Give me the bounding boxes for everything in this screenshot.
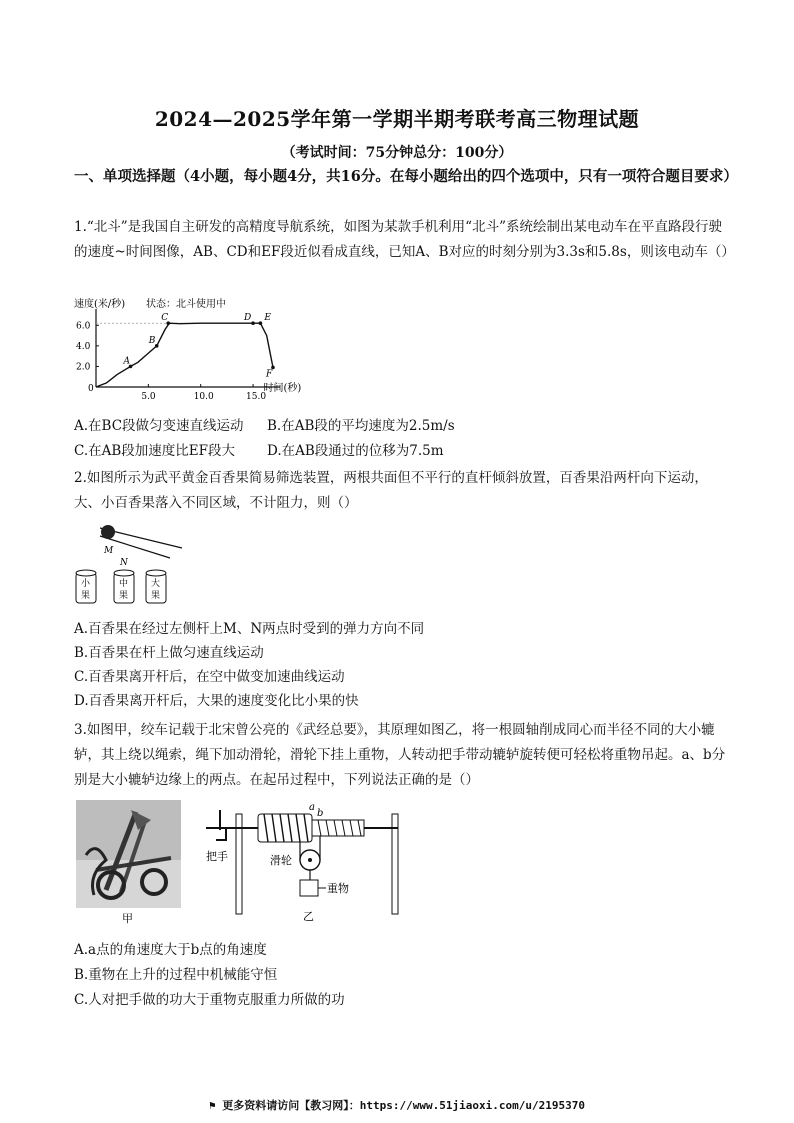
handle-crank	[216, 810, 226, 840]
q1-option-b: B.在AB段的平均速度为2.5m/s	[267, 418, 455, 434]
label-handle: 把手	[206, 850, 228, 863]
weight-block	[300, 880, 318, 896]
q3-stem: 3.如图甲，绞车记载于北宋曾公亮的《武经总要》，其原理如图乙，将一根圆轴削成同心而半径不同的大小辘轳，其上绕以绳索，绳下加动滑轮，滑轮下挂上重物，人转动把手带动辘轳旋转便可轻松将重物吊起。a、b分别是大小辘轳边缘上的两点。在起吊过程中，下列说法正确的是（）	[74, 722, 726, 788]
q1-velocity-chart	[72, 295, 302, 405]
svg-text:果: 果	[151, 591, 161, 601]
label-b: b	[317, 808, 324, 819]
q2-option-c: C.百香果离开杆后，在空中做变加速曲线运动	[74, 669, 345, 685]
chart-x-tick-label: 5.0	[141, 392, 156, 402]
chart-point-label-e: E	[264, 313, 271, 324]
bin-medium	[114, 570, 134, 603]
chart-y-tick-label: 2.0	[76, 362, 91, 373]
chart-x-tick-label: 10.0	[193, 392, 214, 402]
chart-point-b	[155, 344, 159, 348]
label-m: M	[104, 546, 114, 556]
svg-text:大: 大	[151, 579, 161, 589]
chart-ylabel: 速度(米/秒)	[74, 299, 126, 310]
exam-title: 2024—2025学年第一学期半期考联考高三物理试题	[154, 107, 640, 131]
svg-text:中: 中	[119, 579, 129, 589]
chart-origin-label: 0	[88, 384, 94, 394]
chart-x-tick-label: 15.0	[246, 392, 267, 402]
chart-status: 状态：北斗使用中	[146, 299, 226, 310]
chart-series-line	[96, 323, 273, 387]
footer-link[interactable]	[0, 1097, 794, 1113]
label-yi: 乙	[303, 910, 314, 923]
bin-small	[76, 570, 96, 603]
chart-y-tick-label: 6.0	[76, 321, 91, 332]
q2-sorting-device-figure	[72, 518, 197, 608]
q1-option-c: C.在AB段加速度比EF段大	[74, 443, 236, 459]
section-heading: 一、单项选择题（4小题，每小题4分，共16分。在每小题给出的四个选项中，只有一项符合题目要求）	[74, 168, 738, 185]
exam-subtitle: （考试时间：75分钟总分：100分）	[281, 145, 513, 161]
label-weight: 重物	[327, 882, 349, 895]
chart-ticks	[76, 321, 266, 402]
q1-stem: 1.“北斗”是我国自主研发的高精度导航系统，如图为某款手机利用“北斗”系统绘制出某电动车在平直路段行驶的速度~时间图像，AB、CD和EF段近似看成直线，已知A、B对应的时刻分别为3.3s和5.8s，则该电动车（）	[74, 219, 735, 260]
label-n: N	[120, 558, 128, 568]
chart-point-label-a: A	[123, 356, 131, 367]
flag-icon: ⚑	[209, 1099, 223, 1112]
q3-option-b: B.重物在上升的过程中机械能守恒	[74, 967, 278, 983]
chart-y-tick-label: 4.0	[76, 341, 91, 352]
q3-option-c: C.人对把手做的功大于重物克服重力所做的功	[74, 992, 345, 1008]
q1-option-a: A.在BC段做匀变速直线运动	[74, 418, 244, 434]
q3-option-a: A.a点的角速度大于b点的角速度	[74, 942, 267, 958]
chart-point-e	[259, 321, 263, 325]
q2-option-a: A.百香果在经过左侧杆上M、N两点时受到的弹力方向不同	[74, 621, 425, 637]
svg-text:果: 果	[119, 591, 129, 601]
q2-option-b: B.百香果在杆上做匀速直线运动	[74, 645, 264, 661]
q1-option-d: D.在AB段通过的位移为7.5m	[267, 443, 444, 459]
label-pulley: 滑轮	[270, 854, 292, 867]
q3-figure-jia-winch-photo	[76, 800, 181, 925]
label-a: a	[309, 802, 315, 813]
chart-xlabel: 时间(秒)	[263, 383, 302, 394]
svg-text:小: 小	[81, 579, 91, 589]
chart-point-label-b: B	[148, 335, 156, 346]
chart-axes	[96, 309, 280, 387]
q2-stem: 2.如图所示为武平黄金百香果简易筛选装置，两根共面但不平行的直杆倾斜放置，百香果沿两杆向下运动，大、小百香果落入不同区域，不计阻力，则（）	[74, 470, 708, 511]
q2-option-d: D.百香果离开杆后，大果的速度变化比小果的快	[74, 693, 359, 709]
chart-point-label-c: C	[161, 313, 169, 324]
svg-text:果: 果	[81, 591, 91, 601]
chart-point-label-d: D	[244, 313, 252, 324]
chart-point-d	[251, 321, 255, 325]
passion-fruit	[101, 525, 115, 539]
bin-big	[146, 570, 166, 603]
label-jia: 甲	[122, 912, 133, 925]
chart-point-label-f: F	[265, 369, 273, 380]
q3-figure-yi-diagram	[196, 800, 406, 925]
footer-text[interactable]: 更多资料请访问【教习网】：https://www.51jiaoxi.com/u/2195370	[222, 1099, 585, 1112]
